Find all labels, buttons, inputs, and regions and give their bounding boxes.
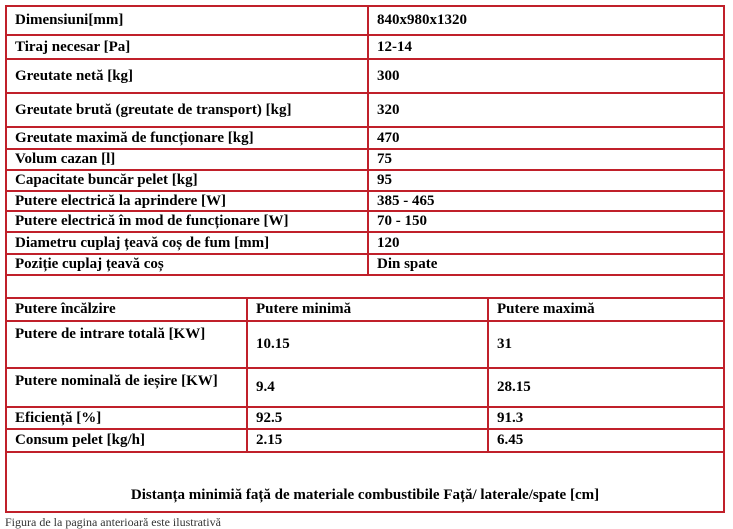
spec-label: Greutate maximă de funcționare [kg] (5, 126, 369, 150)
spec-value: Din spate (367, 253, 725, 276)
spec-value: 95 (367, 169, 725, 192)
spec-label: Putere electrică la aprindere [W] (5, 190, 369, 212)
power-row-min: 9.4 (246, 367, 489, 408)
spec-label: Poziție cuplaj țeavă coș (5, 253, 369, 276)
spec-value: 300 (367, 58, 725, 94)
spec-value: 12-14 (367, 34, 725, 60)
spec-label: Capacitate buncăr pelet [kg] (5, 169, 369, 192)
power-row-max: 28.15 (487, 367, 725, 408)
power-row-label: Putere de intrare totală [KW] (5, 320, 248, 369)
empty-row (5, 274, 725, 299)
spec-value: 470 (367, 126, 725, 150)
power-row-label: Eficiență [%] (5, 406, 248, 430)
spec-value: 840x980x1320 (367, 5, 725, 36)
spec-label: Greutate brută (greutate de transport) [kg] (5, 92, 369, 128)
spec-label: Volum cazan [l] (5, 148, 369, 171)
spec-value: 385 - 465 (367, 190, 725, 212)
power-row-max: 6.45 (487, 428, 725, 453)
spec-label: Diametru cuplaj țeavă coș de fum [mm] (5, 231, 369, 255)
spec-label: Tiraj necesar [Pa] (5, 34, 369, 60)
spec-value: 75 (367, 148, 725, 171)
power-row-min: 92.5 (246, 406, 489, 430)
footnote: Figura de la pagina anterioară este ilustrativă (5, 515, 221, 529)
power-row-label: Putere nominală de ieșire [KW] (5, 367, 248, 408)
power-header-max: Putere maximă (487, 297, 725, 322)
spec-value: 70 - 150 (367, 210, 725, 233)
footer-title: Distanța minimiă față de materiale combustibile Față/ laterale/spate [cm] (5, 451, 725, 513)
power-row-max: 91.3 (487, 406, 725, 430)
power-header-heating: Putere încălzire (5, 297, 248, 322)
spec-value: 320 (367, 92, 725, 128)
power-row-label: Consum pelet [kg/h] (5, 428, 248, 453)
spec-label: Greutate netă [kg] (5, 58, 369, 94)
power-row-min: 10.15 (246, 320, 489, 369)
spec-label: Putere electrică în mod de funcționare [W] (5, 210, 369, 233)
spec-table (5, 5, 725, 513)
power-row-max: 31 (487, 320, 725, 369)
power-row-min: 2.15 (246, 428, 489, 453)
spec-value: 120 (367, 231, 725, 255)
power-header-min: Putere minimă (246, 297, 489, 322)
spec-label: Dimensiuni[mm] (5, 5, 369, 36)
